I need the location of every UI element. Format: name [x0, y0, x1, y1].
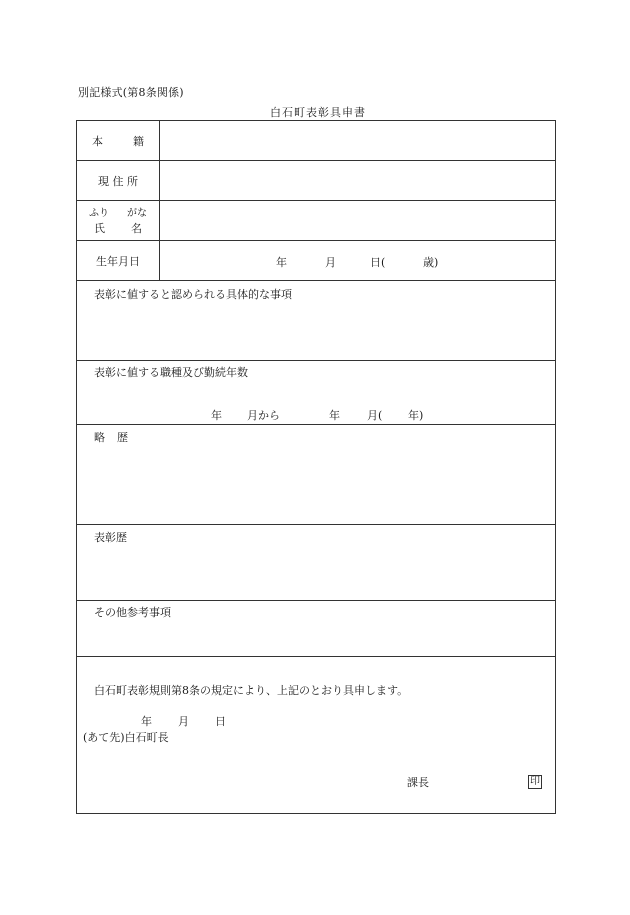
application-form-table [76, 120, 556, 814]
career-label-b: 歴 [117, 431, 128, 444]
name-label-a: 氏 [94, 221, 105, 235]
service-month-to: 月( [367, 409, 383, 422]
row-career[interactable] [77, 425, 555, 525]
seal-mark: 印 [530, 776, 540, 787]
row-awards[interactable] [77, 525, 555, 601]
career-label-a: 略 [94, 431, 105, 444]
row-birthdate [77, 241, 555, 281]
other-label: その他参考事項 [94, 606, 171, 619]
honseki-label-a: 本 [92, 134, 103, 148]
row-address [77, 161, 555, 201]
furigana-label-a: ふり [89, 207, 109, 219]
row-name [77, 201, 555, 241]
service-label: 表彰に値する職種及び勤続年数 [94, 366, 248, 379]
row-declaration [77, 657, 555, 813]
address-label-cell [77, 161, 160, 200]
address-field[interactable] [160, 161, 555, 200]
form-style-label: 別記様式(第8条関係) [78, 86, 184, 99]
row-service[interactable] [77, 361, 555, 425]
addressee: (あて先)白石町長 [83, 731, 169, 744]
honseki-label-cell [77, 121, 160, 160]
service-month-from: 月から [247, 409, 280, 422]
service-years: 年) [408, 409, 424, 422]
honseki-field[interactable] [160, 121, 555, 160]
row-honseki [77, 121, 555, 161]
signer-title: 課長 [407, 776, 429, 789]
row-merit[interactable] [77, 281, 555, 361]
birth-label: 生年月日 [96, 254, 140, 268]
merit-label: 表彰に値すると認められる具体的な事項 [94, 288, 292, 301]
address-label: 現 住 所 [98, 174, 138, 188]
declaration-statement: 白石町表彰規則第8条の規定により、上記のとおり具申します。 [94, 684, 409, 697]
birth-year-unit: 年 [276, 256, 287, 269]
declaration-day-unit: 日 [215, 715, 226, 728]
honseki-label-b: 籍 [133, 134, 144, 148]
service-year-from: 年 [211, 409, 222, 422]
birthdate-field[interactable] [160, 241, 555, 280]
document-title: 白石町表彰具申書 [270, 106, 366, 119]
birth-month-unit: 月 [325, 256, 336, 269]
awards-label: 表彰歴 [94, 531, 127, 544]
row-other[interactable] [77, 601, 555, 657]
name-field[interactable] [160, 201, 555, 240]
furigana-label-b: がな [127, 207, 147, 219]
declaration-month-unit: 月 [178, 715, 189, 728]
name-label-b: 名 [131, 221, 142, 235]
name-label-cell [77, 201, 160, 240]
birth-label-cell [77, 241, 160, 280]
birth-age-unit: 歳) [423, 256, 439, 269]
birth-day-unit: 日( [370, 256, 386, 269]
service-year-to: 年 [329, 409, 340, 422]
declaration-year-unit: 年 [141, 715, 152, 728]
